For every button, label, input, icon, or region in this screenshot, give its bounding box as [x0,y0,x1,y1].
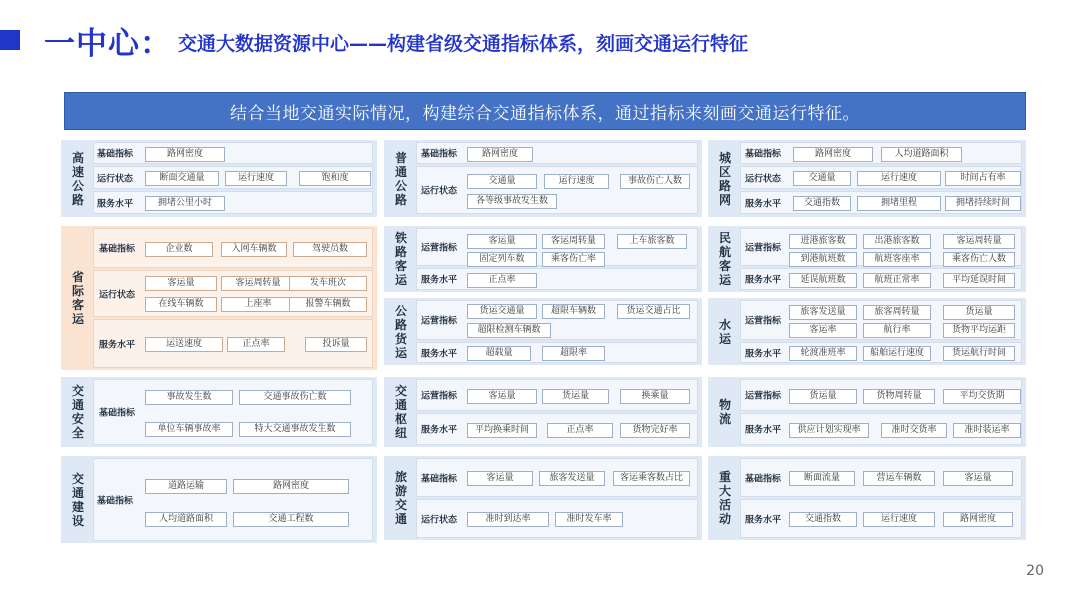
indicator-tag: 各等级事故发生数 [467,194,557,209]
panel-urban-network [708,140,1026,217]
panel-transport-construction [61,456,377,543]
indicator-tag: 投诉量 [305,337,367,352]
indicator-tag: 交通量 [793,171,851,186]
indicator-tag: 货运交通占比 [617,304,690,319]
category-label: 交 通 建 设 [71,471,84,528]
title-main: 一中心： [44,26,172,62]
category-label: 重 大 活 动 [718,470,731,526]
indicator-tag: 饱和度 [299,171,371,186]
panel-intercity-passenger [61,226,377,370]
indicator-tag: 路网密度 [943,512,1013,527]
row-label: 运行状态 [421,515,458,525]
row-label: 运营指标 [745,391,782,402]
row-label: 运行状态 [421,186,458,197]
panel-road-freight [384,298,702,365]
indicator-tag: 货运量 [789,389,857,404]
title-sub: 交通大数据资源中心——构建省级交通指标体系，刻画交通运行特征 [178,33,749,55]
indicator-tag: 客运率 [789,323,857,338]
indicator-row [416,166,698,214]
row-label: 基础指标 [421,149,458,160]
row-label: 基础指标 [99,408,136,419]
indicator-tag: 入网车辆数 [221,242,287,257]
indicator-tag: 营运车辆数 [863,471,935,486]
indicator-tag: 路网密度 [793,147,873,162]
indicator-tag: 货物周转量 [863,389,935,404]
category-label: 交 通 枢 纽 [394,384,407,440]
indicator-tag: 客运量 [943,471,1013,486]
indicator-tag: 正点率 [467,273,537,288]
row-label: 运行状态 [97,174,134,184]
indicator-tag: 轮渡准班率 [789,346,857,361]
indicator-tag: 延误航班数 [789,273,857,288]
indicator-tag: 平均换乘时间 [467,423,537,438]
indicator-tag: 超载量 [467,346,531,361]
indicator-tag: 货物完好率 [620,423,690,438]
row-label: 服务水平 [745,515,782,525]
panel-traffic-safety [61,377,377,447]
indicator-row [740,228,1022,266]
indicator-tag: 超限车辆数 [542,304,605,319]
indicator-tag: 运行速度 [857,171,941,186]
indicator-tag: 货物平均运距 [943,323,1015,338]
row-label: 服务水平 [745,425,782,436]
indicator-tag: 报警车辆数 [289,297,367,312]
row-label: 服务水平 [421,349,458,359]
indicator-tag: 事故发生数 [145,390,233,405]
indicator-tag: 货运量 [542,389,609,404]
indicator-row [93,270,373,317]
indicator-tag: 客运乘客数占比 [613,471,690,486]
indicator-tag: 准时交货率 [881,423,947,438]
indicator-tag: 上车旅客数 [617,234,687,249]
indicator-row [416,268,698,290]
indicator-tag: 驾驶员数 [293,242,367,257]
indicator-tag: 运行速度 [544,174,609,189]
indicator-tag: 发车班次 [289,276,367,291]
indicator-tag: 交通指数 [793,196,851,211]
indicator-row [740,413,1022,445]
indicator-tag: 准时到达率 [467,512,549,527]
indicator-row [93,166,373,189]
indicator-tag: 超限率 [542,346,605,361]
indicator-tag: 运送速度 [145,337,223,352]
panel-rail-passenger [384,226,702,292]
indicator-row [740,379,1022,411]
indicator-tag: 平均交货期 [943,389,1021,404]
category-label: 省 际 客 运 [71,270,84,326]
indicator-row [416,458,698,497]
indicator-row [416,413,698,445]
indicator-row [416,142,698,164]
indicator-tag: 航班客座率 [863,252,931,267]
indicator-row [93,319,373,368]
indicator-tag: 旅客发送量 [789,305,857,320]
row-label: 运营指标 [421,243,458,254]
row-label: 基础指标 [421,474,458,484]
panel-civil-aviation [708,226,1026,292]
category-label: 民 航 客 运 [718,231,731,287]
indicator-tag: 客运周转量 [542,234,605,249]
indicator-row [93,228,373,268]
row-label: 服务水平 [421,425,458,436]
indicator-tag: 准时装运率 [953,423,1021,438]
indicator-row [93,458,373,541]
indicator-tag: 拥堵持续时间 [945,196,1021,211]
category-label: 公 路 货 运 [394,303,407,360]
indicator-tag: 上座率 [221,297,295,312]
indicator-tag: 断面流量 [789,471,855,486]
indicator-tag: 单位车辆事故率 [145,422,233,437]
indicator-tag: 货运量 [943,305,1015,320]
indicator-tag: 企业数 [145,242,213,257]
indicator-row [740,142,1022,164]
indicator-tag: 乘客伤亡率 [542,252,605,267]
indicator-tag: 运行速度 [225,171,287,186]
indicator-tag: 客运量 [467,471,533,486]
indicator-tag: 客运周转量 [943,234,1015,249]
indicator-row [93,379,373,445]
indicator-tag: 航班正常率 [863,273,931,288]
title-accent-block [0,30,20,50]
indicator-row [740,458,1022,497]
indicator-tag: 正点率 [547,423,613,438]
panel-ordinary-road [384,140,702,217]
indicator-tag: 断面交通量 [145,171,219,186]
indicator-tag: 拥堵公里小时 [145,196,225,211]
indicator-row [416,379,698,411]
indicator-tag: 拥堵里程 [857,196,941,211]
indicator-tag: 路网密度 [233,479,349,494]
indicator-row [416,300,698,340]
category-label: 铁 路 客 运 [394,231,407,287]
category-label: 交 通 安 全 [71,384,84,440]
indicator-tag: 路网密度 [467,147,533,162]
indicator-row [740,166,1022,189]
indicator-tag: 供应计划实现率 [789,423,869,438]
indicator-tag: 船舶运行速度 [863,346,931,361]
indicator-tag: 正点率 [227,337,285,352]
indicator-tag: 路网密度 [145,147,225,162]
indicator-tag: 在线车辆数 [145,297,217,312]
category-label: 水 运 [718,317,731,346]
row-label: 服务水平 [745,275,782,286]
indicator-tag: 人均道路面积 [145,512,227,527]
row-label: 服务水平 [421,275,458,286]
indicator-tag: 航行率 [863,323,931,338]
indicator-row [740,342,1022,363]
indicator-tag: 货运航行时间 [943,346,1015,361]
indicator-tag: 客运量 [467,389,537,404]
indicator-row [740,268,1022,290]
indicator-tag: 旅客发送量 [539,471,605,486]
row-label: 服务水平 [745,199,782,209]
panel-tourism-transport [384,456,702,540]
indicator-tag: 客运周转量 [221,276,295,291]
row-label: 运营指标 [745,243,782,254]
indicator-tag: 人均道路面积 [881,147,962,162]
row-label: 基础指标 [745,474,782,484]
indicator-tag: 准时发车率 [555,512,623,527]
summary-banner: 结合当地交通实际情况，构建综合交通指标体系，通过指标来刻画交通运行特征。 [64,92,1026,130]
indicator-row [93,142,373,164]
row-label: 基础指标 [745,149,782,160]
indicator-tag: 交通事故伤亡数 [239,390,351,405]
indicator-tag: 特大交通事故发生数 [239,422,351,437]
row-label: 服务水平 [745,349,782,359]
indicator-tag: 客运量 [145,276,217,291]
indicator-tag: 货运交通量 [467,304,537,319]
row-label: 运营指标 [745,316,782,327]
indicator-tag: 固定列车数 [467,252,537,267]
indicator-tag: 换乘量 [620,389,690,404]
panel-highway [61,140,377,217]
category-label: 城 区 路 网 [718,150,731,207]
row-label: 运营指标 [421,391,458,402]
category-label: 高 速 公 路 [71,150,84,207]
indicator-tag: 事故伤亡人数 [620,174,690,189]
row-label: 基础指标 [97,496,134,506]
indicator-tag: 交通指数 [789,512,857,527]
row-label: 运营指标 [421,316,458,327]
indicator-tag: 时间占有率 [945,171,1021,186]
indicator-tag: 交通量 [467,174,537,189]
row-label: 基础指标 [97,149,134,160]
row-label: 运行状态 [745,174,782,184]
row-label: 服务水平 [99,340,136,350]
indicator-row [740,300,1022,340]
row-label: 基础指标 [99,244,136,255]
page-number: 20 [1026,563,1044,579]
indicator-tag: 客运量 [467,234,537,249]
indicator-tag: 旅客周转量 [863,305,931,320]
panel-transport-hub [384,377,702,447]
indicator-row [416,499,698,538]
indicator-tag: 运行速度 [863,512,935,527]
indicator-row [740,499,1022,538]
indicator-tag: 到港航班数 [789,252,857,267]
row-label: 服务水平 [97,199,134,209]
panel-waterway [708,298,1026,365]
indicator-tag: 道路运输 [145,479,227,494]
indicator-tag: 交通工程数 [233,512,349,527]
indicator-tag: 超限检测车辆数 [467,323,551,338]
category-label: 旅 游 交 通 [394,470,407,526]
indicator-tag: 平均延误时间 [943,273,1015,288]
category-label: 物 流 [718,398,731,426]
indicator-row [416,342,698,363]
indicator-tag: 出港旅客数 [863,234,931,249]
indicator-row [93,191,373,214]
indicator-tag: 进港旅客数 [789,234,857,249]
indicator-row [416,228,698,266]
row-label: 运行状态 [99,290,136,300]
indicator-tag: 乘客伤亡人数 [943,252,1015,267]
panel-logistics [708,377,1026,447]
indicator-row [740,191,1022,214]
panel-major-events [708,456,1026,540]
category-label: 普 通 公 路 [394,150,407,207]
page-title [44,18,748,63]
